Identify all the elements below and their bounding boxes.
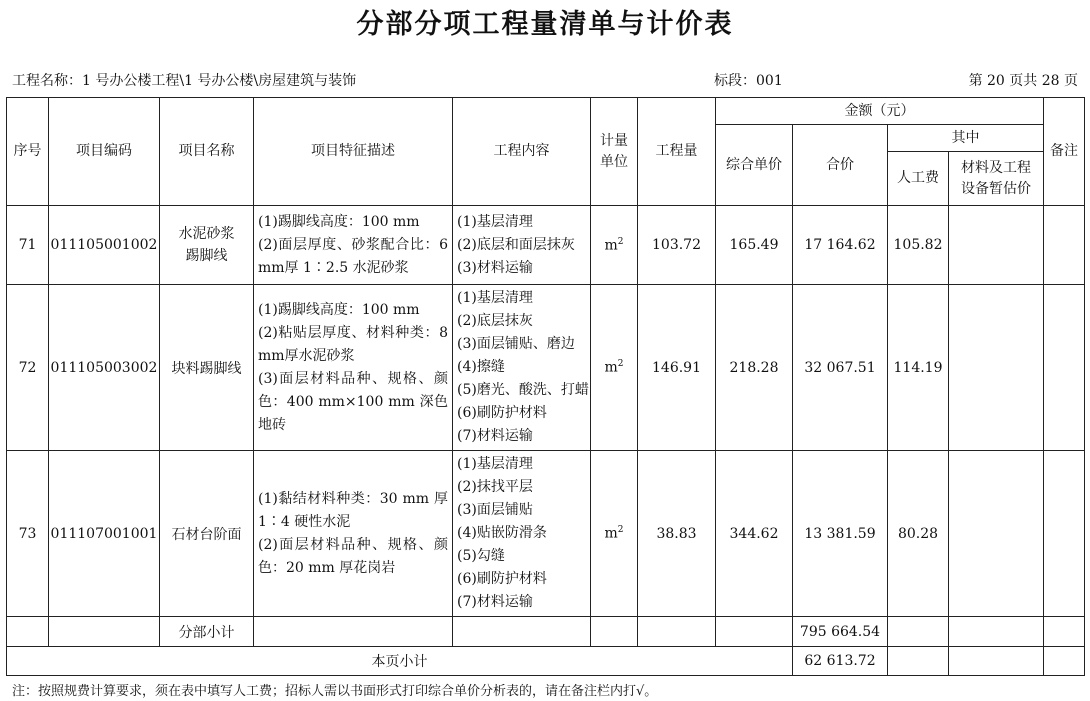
content-item: (7)材料运输 [457, 428, 533, 444]
row-name: 水泥砂浆踢脚线 [160, 206, 254, 285]
content-item: (3)材料运输 [457, 259, 533, 276]
page-subtotal-label: 本页小计 [7, 647, 793, 676]
row-content [453, 451, 591, 617]
row-seq: 73 [7, 451, 49, 617]
row-quantity: 146.91 [638, 285, 716, 451]
content-item: (1)基层清理 [457, 213, 533, 230]
page-subtotal-row [7, 647, 1085, 676]
row-name: 石材台阶面 [160, 451, 254, 617]
row-labor: 105.82 [888, 206, 949, 285]
row-seq: 72 [7, 285, 49, 451]
subtotal-label: 分部小计 [160, 617, 254, 647]
row-quantity: 38.83 [638, 451, 716, 617]
row-seq: 71 [7, 206, 49, 285]
header-code: 项目编码 [49, 98, 160, 206]
page-info: 第 20 页共 28 页 [968, 73, 1078, 89]
content-item: (2)底层和面层抹灰 [457, 236, 575, 253]
content-item: (3)面层铺贴 [457, 502, 533, 518]
content-item: (1)基层清理 [457, 456, 533, 472]
table-row [7, 451, 1085, 617]
content-item: (5)磨光、酸洗、打蜡 [457, 382, 589, 398]
header-of-which: 其中 [888, 125, 1044, 152]
unit-superscript: 2 [617, 525, 624, 536]
row-unit-price: 218.28 [716, 285, 793, 451]
row-labor: 114.19 [888, 285, 949, 451]
row-features: (1)黏结材料种类：30 mm 厚 1∶4 硬性水泥 (2)面层材料品种、规格、颜色：20 mm 厚花岗岩 [254, 451, 453, 617]
row-name: 块料踢脚线 [160, 285, 254, 451]
content-item: (4)贴嵌防滑条 [457, 525, 547, 541]
header-seq: 序号 [7, 98, 49, 206]
row-features: (1)踢脚线高度：100 mm (2)面层厚度、砂浆配合比：6 mm厚 1∶2.5 水泥砂浆 [254, 206, 453, 285]
page-title: 分部分项工程量清单与计价表 [356, 9, 734, 40]
header-content: 工程内容 [453, 98, 591, 206]
row-total: 32 067.51 [793, 285, 888, 451]
header-unit-price: 综合单价 [716, 125, 793, 206]
unit-text: m [604, 525, 618, 542]
content-item: (7)材料运输 [457, 594, 533, 610]
header-labor: 人工费 [888, 152, 949, 206]
header-amount: 金额（元） [716, 98, 1044, 125]
content-item: (3)面层铺贴、磨边 [457, 336, 575, 352]
row-remarks [1044, 451, 1085, 617]
row-remarks [1044, 285, 1085, 451]
row-unit-price: 165.49 [716, 206, 793, 285]
subtotal-total: 795 664.54 [793, 617, 888, 647]
content-item: (2)抹找平层 [457, 479, 533, 495]
header-unit: 计量单位 [591, 98, 638, 206]
row-code: 011105001002 [49, 206, 160, 285]
header-name: 项目名称 [160, 98, 254, 206]
row-materials [949, 206, 1044, 285]
footnote: 注：按照规费计算要求，须在表中填写人工费；招标人需以书面形式打印综合单价分析表的，请在备注栏内打√。 [12, 684, 658, 699]
content-item: (6)刷防护材料 [457, 571, 547, 587]
row-content [453, 206, 591, 285]
unit-superscript: 2 [617, 359, 624, 370]
header-features: 项目特征描述 [254, 98, 453, 206]
subtotal-row [7, 617, 1085, 647]
content-item: (4)擦缝 [457, 359, 505, 375]
row-materials [949, 285, 1044, 451]
row-materials [949, 451, 1044, 617]
table-row [7, 285, 1085, 451]
content-item: (5)勾缝 [457, 548, 505, 564]
row-content [453, 285, 591, 451]
row-unit-price: 344.62 [716, 451, 793, 617]
project-name: 工程名称：1 号办公楼工程\1 号办公楼\房屋建筑与装饰 [12, 73, 357, 89]
unit-text: m [604, 359, 618, 376]
row-total: 17 164.62 [793, 206, 888, 285]
row-labor: 80.28 [888, 451, 949, 617]
bill-of-quantities-table [6, 97, 1085, 676]
row-unit [591, 451, 638, 617]
content-item: (1)基层清理 [457, 290, 533, 306]
page-subtotal-total: 62 613.72 [793, 647, 888, 676]
header-remarks: 备注 [1044, 98, 1085, 206]
content-item: (2)底层抹灰 [457, 313, 533, 329]
row-code: 011107001001 [49, 451, 160, 617]
row-remarks [1044, 206, 1085, 285]
row-quantity: 103.72 [638, 206, 716, 285]
content-item: (6)刷防护材料 [457, 405, 547, 421]
row-features: (1)踢脚线高度：100 mm (2)粘贴层厚度、材料种类：8 mm厚水泥砂浆 (3)面层材料品种、规格、颜色：400 mm×100 mm 深色地砖 [254, 285, 453, 451]
header-quantity: 工程量 [638, 98, 716, 206]
section-label: 标段：001 [714, 73, 783, 89]
header-materials: 材料及工程设备暂估价 [949, 152, 1044, 206]
row-unit [591, 285, 638, 451]
unit-superscript: 2 [617, 236, 624, 247]
table-row [7, 206, 1085, 285]
header-total: 合价 [793, 125, 888, 206]
row-total: 13 381.59 [793, 451, 888, 617]
row-code: 011105003002 [49, 285, 160, 451]
unit-text: m [604, 237, 618, 254]
row-unit [591, 206, 638, 285]
